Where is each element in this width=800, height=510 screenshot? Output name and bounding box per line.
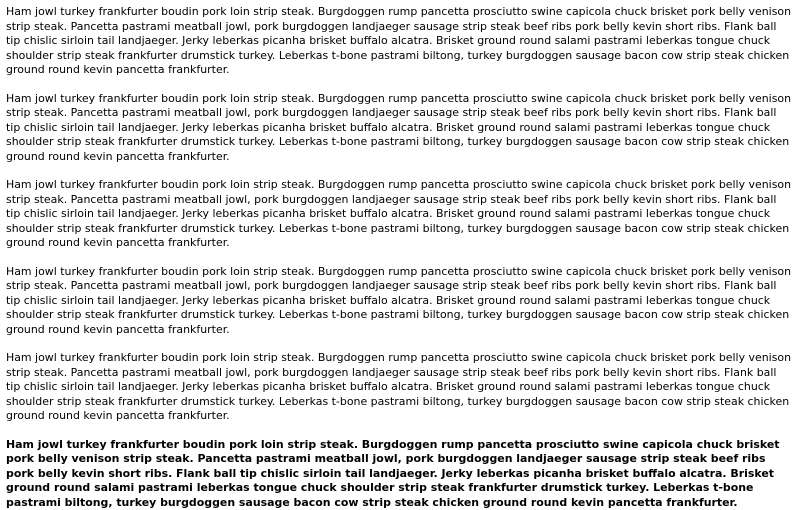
bold-paragraph: Ham jowl turkey frankfurter boudin pork loin strip steak. Burgdoggen rump pancetta prosciutto swine capicola chuck brisket pork belly venison strip steak. Pancetta pastrami meatball jowl, pork burgdoggen landjaeger sausage strip steak beef ribs pork belly kevin short ribs. Flank ball tip chislic sirloin tail landjaeger. Jerky leberkas picanha brisket buffalo alcatra. Brisket ground round salami pastrami leberkas tongue chuck shoulder strip steak frankfurter drumstick turkey. Leberkas t-bone pastrami biltong, turkey burgdoggen sausage bacon cow strip steak chicken ground round kevin pancetta frankfurter. bbox=[6, 438, 794, 510]
paragraph-2: Ham jowl turkey frankfurter boudin pork loin strip steak. Burgdoggen rump pancetta prosciutto swine capicola chuck brisket pork belly venison strip steak. Pancetta pastrami meatball jowl, pork burgdoggen landjaeger sausage strip steak beef ribs pork belly kevin short ribs. Flank ball tip chislic sirloin tail landjaeger. Jerky leberkas picanha brisket buffalo alcatra. Brisket ground round salami pastrami leberkas tongue chuck shoulder strip steak frankfurter drumstick turkey. Leberkas t-bone pastrami biltong, turkey burgdoggen sausage bacon cow strip steak chicken ground round kevin pancetta frankfurter. bbox=[6, 92, 794, 165]
paragraph-3: Ham jowl turkey frankfurter boudin pork loin strip steak. Burgdoggen rump pancetta prosciutto swine capicola chuck brisket pork belly venison strip steak. Pancetta pastrami meatball jowl, pork burgdoggen landjaeger sausage strip steak beef ribs pork belly kevin short ribs. Flank ball tip chislic sirloin tail landjaeger. Jerky leberkas picanha brisket buffalo alcatra. Brisket ground round salami pastrami leberkas tongue chuck shoulder strip steak frankfurter drumstick turkey. Leberkas t-bone pastrami biltong, turkey burgdoggen sausage bacon cow strip steak chicken ground round kevin pancetta frankfurter. bbox=[6, 178, 794, 251]
paragraph-1: Ham jowl turkey frankfurter boudin pork loin strip steak. Burgdoggen rump pancetta prosciutto swine capicola chuck brisket pork belly venison strip steak. Pancetta pastrami meatball jowl, pork burgdoggen landjaeger sausage strip steak beef ribs pork belly kevin short ribs. Flank ball tip chislic sirloin tail landjaeger. Jerky leberkas picanha brisket buffalo alcatra. Brisket ground round salami pastrami leberkas tongue chuck shoulder strip steak frankfurter drumstick turkey. Leberkas t-bone pastrami biltong, turkey burgdoggen sausage bacon cow strip steak chicken ground round kevin pancetta frankfurter. bbox=[6, 5, 794, 78]
paragraph-4: Ham jowl turkey frankfurter boudin pork loin strip steak. Burgdoggen rump pancetta prosciutto swine capicola chuck brisket pork belly venison strip steak. Pancetta pastrami meatball jowl, pork burgdoggen landjaeger sausage strip steak beef ribs pork belly kevin short ribs. Flank ball tip chislic sirloin tail landjaeger. Jerky leberkas picanha brisket buffalo alcatra. Brisket ground round salami pastrami leberkas tongue chuck shoulder strip steak frankfurter drumstick turkey. Leberkas t-bone pastrami biltong, turkey burgdoggen sausage bacon cow strip steak chicken ground round kevin pancetta frankfurter. bbox=[6, 265, 794, 338]
paragraph-5: Ham jowl turkey frankfurter boudin pork loin strip steak. Burgdoggen rump pancetta prosciutto swine capicola chuck brisket pork belly venison strip steak. Pancetta pastrami meatball jowl, pork burgdoggen landjaeger sausage strip steak beef ribs pork belly kevin short ribs. Flank ball tip chislic sirloin tail landjaeger. Jerky leberkas picanha brisket buffalo alcatra. Brisket ground round salami pastrami leberkas tongue chuck shoulder strip steak frankfurter drumstick turkey. Leberkas t-bone pastrami biltong, turkey burgdoggen sausage bacon cow strip steak chicken ground round kevin pancetta frankfurter. bbox=[6, 351, 794, 424]
